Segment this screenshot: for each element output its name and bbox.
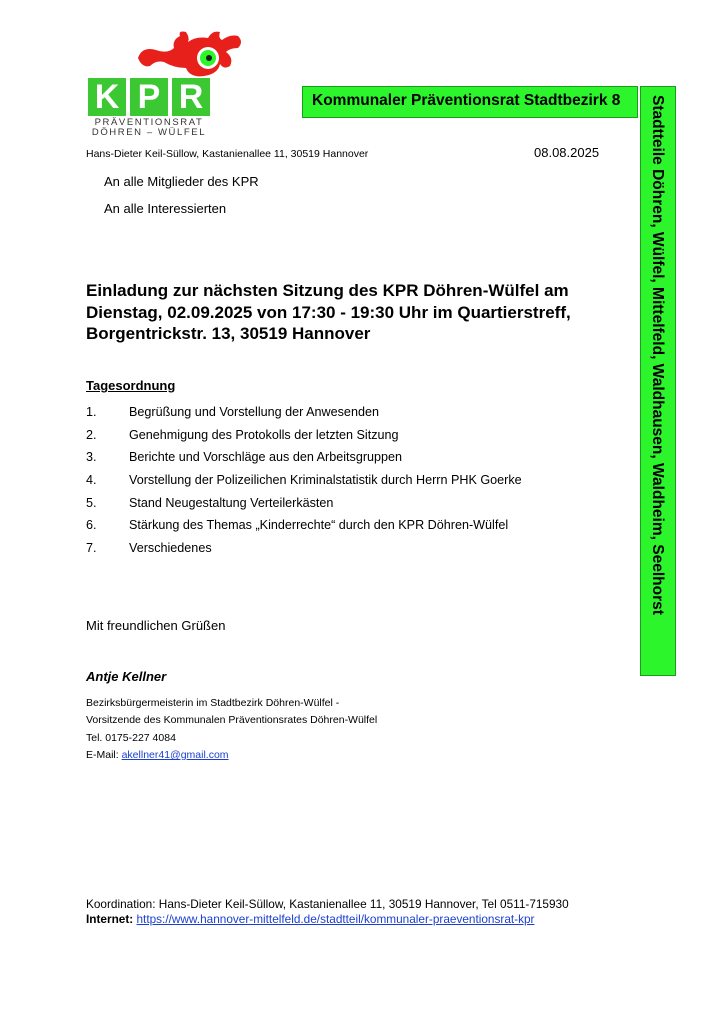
agenda-item [86,448,626,471]
logo-letter-r: R [172,78,210,116]
recipient-line: An alle Interessierten [104,201,227,216]
agenda-heading: Tagesordnung [86,378,176,393]
email-label: E-Mail: [86,749,122,761]
invitation-title [86,280,626,345]
agenda-item-number: 4. [86,473,97,488]
logo-letter-p: P [130,78,168,116]
agenda-item-text: Berichte und Vorschläge aus den Arbeitsgruppen [129,450,403,465]
signer-name: Antje Kellner [86,669,167,684]
agenda-item-text: Begrüßung und Vorstellung der Anwesenden [129,405,379,419]
logo-letters [88,78,210,116]
signer-role-line: Bezirksbürgermeisterin im Stadtbezirk Döhren-Wülfel - [86,697,340,709]
agenda-item-number: 7. [86,541,97,556]
invitation-title-line: Dienstag, 02.09.2025 von 17:30 - 19:30 Uhr im Quartierstreff, [86,302,571,322]
agenda-item-number: 1. [86,405,97,419]
agenda-item [86,539,626,562]
agenda-list [86,403,626,562]
letter-date: 08.08.2025 [534,145,600,160]
red-figure-icon [134,28,246,80]
header-title: Kommunaler Präventionsrat Stadtbezirk 8 [312,92,621,109]
signer-phone: Tel. 0175-227 4084 [86,732,176,744]
agenda-item-text: Vorstellung der Polizeilichen Kriminalstatistik durch Herrn PHK Goerke [129,473,522,488]
agenda-item [86,516,626,539]
email-link[interactable]: akellner41@gmail.com [121,749,229,761]
signer-role-line: Vorsitzende des Kommunalen Präventionsrates Döhren-Wülfel [86,714,378,726]
invitation-title-line: Borgentrickstr. 13, 30519 Hannover [86,324,371,343]
footer-coordination: Koordination: Hans-Dieter Keil-Süllow, Kastanienallee 11, 30519 Hannover, Tel 0511-715930 [86,897,569,911]
agenda-item [86,494,626,517]
agenda-item-number: 3. [86,450,97,465]
footer-internet-line [86,912,534,926]
internet-link[interactable]: https://www.hannover-mittelfeld.de/stadtteil/kommunaler-praeventionsrat-kpr [136,912,535,926]
agenda-item-number: 5. [86,495,97,510]
logo-letter-k: K [88,78,126,116]
agenda-item-text: Verschiedenes [129,541,212,556]
internet-label: Internet: [86,912,134,926]
logo-subtitle-line2: DÖHREN – WÜLFEL [91,127,207,138]
signer-email-line [86,749,229,761]
sender-address: Hans-Dieter Keil-Süllow, Kastanienallee 11, 30519 Hannover [86,148,369,160]
agenda-item [86,426,626,449]
agenda-item [86,471,626,494]
closing-greeting: Mit freundlichen Grüßen [86,618,226,633]
agenda-item-text: Genehmigung des Protokolls der letzten Sitzung [129,427,399,442]
sidebar-districts [640,86,676,676]
recipient-line: An alle Mitglieder des KPR [104,174,259,189]
agenda-item-number: 6. [86,518,97,533]
agenda-item-text: Stärkung des Themas „Kinderrechte“ durch den KPR Döhren-Wülfel [129,518,509,533]
agenda-item-number: 2. [86,427,97,442]
logo-subtitle-line1: PRÄVENTIONSRAT [94,117,204,128]
agenda-item-text: Stand Neugestaltung Verteilerkästen [129,495,334,510]
agenda-item [86,403,626,426]
kpr-logo [86,28,246,140]
sidebar-districts-text: Stadtteile Döhren, Wülfel, Mittelfeld, Waldhausen, Waldheim, Seelhorst [649,95,666,615]
invitation-title-line: Einladung zur nächsten Sitzung des KPR Döhren-Wülfel am [86,281,569,300]
